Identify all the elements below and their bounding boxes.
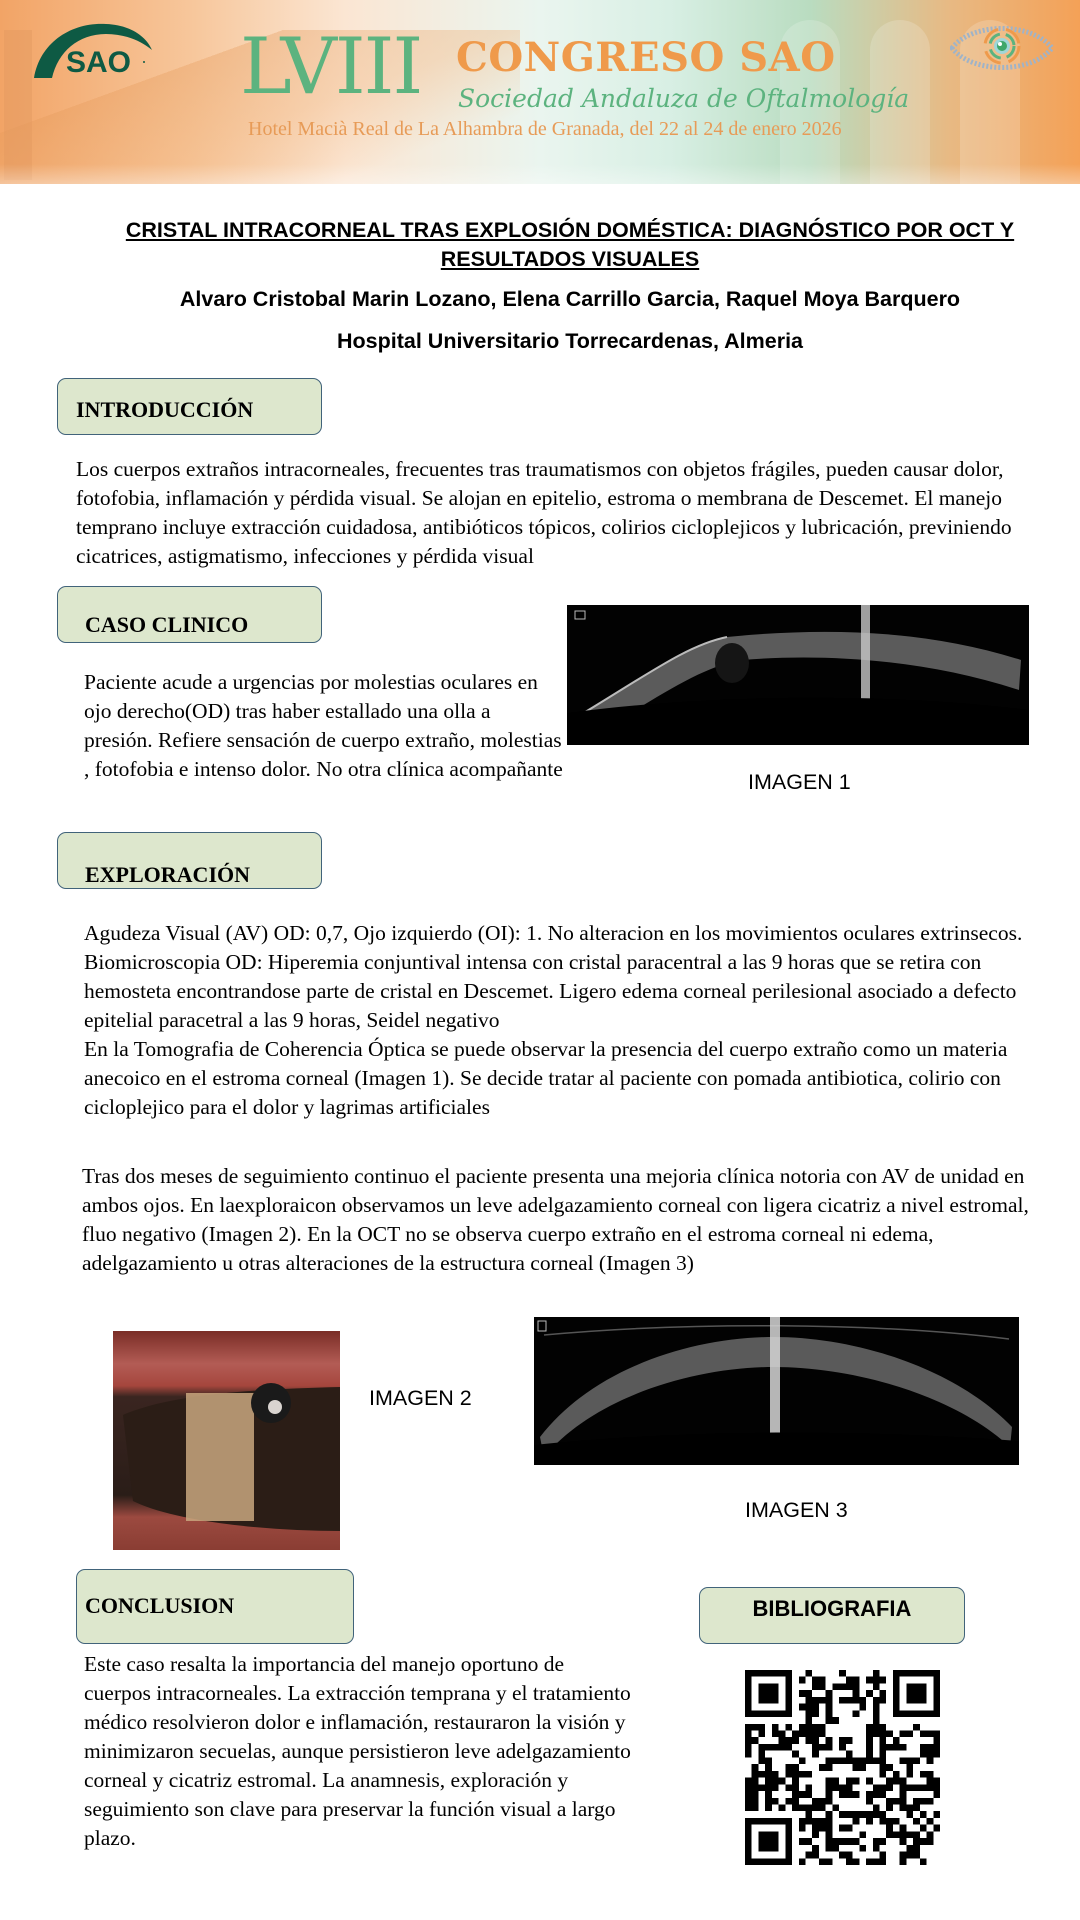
sao-logo-text: SAO [66,46,132,78]
oct-scan-graphic [534,1317,1019,1465]
poster-institution: Hospital Universitario Torrecardenas, Almeria [337,329,803,353]
tower-illustration [4,30,32,180]
caso-paragraph: Paciente acude a urgencias por molestias oculares en ojo derecho(OD) tras haber estallado una olla a presión. Refiere sensación de cuerpo extraño, molestias , fotofobia e intenso dolor. No otra clínica acompañante [84,670,563,781]
figure-caption-3: IMAGEN 3 [745,1498,848,1522]
oct-scan-graphic [567,605,1029,745]
exploracion-paragraph: En la Tomografia de Coherencia Óptica se puede observar la presencia del cuerpo extraño como un materia anecoico en el estroma corneal (Imagen 1). Se decide tratar al paciente con pomada antibiotica, colirio con cicloplejico para el dolor y lagrimas artificiales [84,1037,1008,1119]
slit-lamp-graphic [113,1331,340,1550]
section-header-introduccion [57,378,322,435]
intro-paragraph: Los cuerpos extraños intracorneales, frecuentes tras traumatismos con objetos frágiles, pueden causar dolor, fotofobia, inflamación y pérdida visual. Se alojan en epitelio, estroma o membrana de Descemet. El manejo temprano incluye extracción cuidadosa, antibióticos tópicos, colirios cicloplejicos y lubricación, previniendo cicatrices, astigmatismo, infecciones y pérdida visual [76,457,1012,568]
qr-code-icon[interactable] [745,1670,940,1865]
banner-fade [0,164,1080,184]
section-heading: BIBLIOGRAFIA [752,1596,912,1621]
slit-lamp-photo [113,1331,340,1550]
figure-caption-1: IMAGEN 1 [748,770,851,794]
followup-paragraph: Tras dos meses de seguimiento continuo el paciente presenta una mejoria clínica notoria con AV de unidad en ambos ojos. En laexploraicon observamos un leve adelgazamiento corneal con ligera cicatriz a nivel estromal, fluo negativo (Imagen 2). En la OCT no se observa cuerpo extraño en el estroma corneal ni edema, adelgazamiento u otras alteraciones de la estructura corneal (Imagen 3) [82,1164,1029,1275]
poster-authors: Alvaro Cristobal Marin Lozano, Elena Carrillo Garcia, Raquel Moya Barquero [179,287,961,311]
section-header-exploracion [57,832,322,889]
figure-caption-2: IMAGEN 2 [369,1386,472,1410]
exploracion-paragraph: Biomicroscopia OD: Hiperemia conjuntival intensa con cristal paracentral a las 9 horas que se retira con hemosteta encontrandose parte de cristal en Descemet. Ligero edema corneal perilesional asociado a defecto epitelial paracetral a las 9 horas, Seidel negativo [84,950,1017,1032]
exploracion-paragraph: Agudeza Visual (AV) OD: 0,7, Ojo izquierdo (OI): 1. No alteracion en los movimientos oculares extrinsecos. [84,921,1023,945]
society-name: Sociedad Andaluza de Oftalmología [458,84,910,113]
section-heading: INTRODUCCIÓN [76,397,254,422]
eye-logo-icon [950,18,1054,76]
poster-title: CRISTAL INTRACORNEAL TRAS EXPLOSIÓN DOMÉSTICA: DIAGNÓSTICO POR OCT Y RESULTADOS VISUALES [125,218,1015,271]
oct-image-3 [534,1317,1019,1465]
section-header-conclusion [76,1569,354,1644]
section-header-caso-clinico [57,586,322,643]
exploracion-text [84,919,1044,1122]
venue-dates: Hotel Macià Real de La Alhambra de Granada, del 22 al 24 de enero 2026 [248,118,842,140]
sao-logo [32,20,154,78]
section-header-bibliografia [699,1587,965,1644]
conclusion-paragraph: Este caso resalta la importancia del manejo oportuno de cuerpos intracorneales. La extracción temprana y el tratamiento médico resolvieron dolor e inflamación, restauraron la visión y minimizaron secuelas, aunque persistieron leve adelgazamiento corneal y cicatriz estromal. La anamnesis, exploración y seguimiento son clave para preservar la función visual a largo plazo. [84,1652,631,1850]
section-heading: CASO CLINICO [85,612,249,637]
oct-image-1 [567,605,1029,745]
section-heading: CONCLUSION [85,1593,235,1618]
congress-edition: LVIII [240,22,422,112]
section-heading: EXPLORACIÓN [85,862,251,887]
congress-name: CONGRESO SAO [456,34,836,81]
